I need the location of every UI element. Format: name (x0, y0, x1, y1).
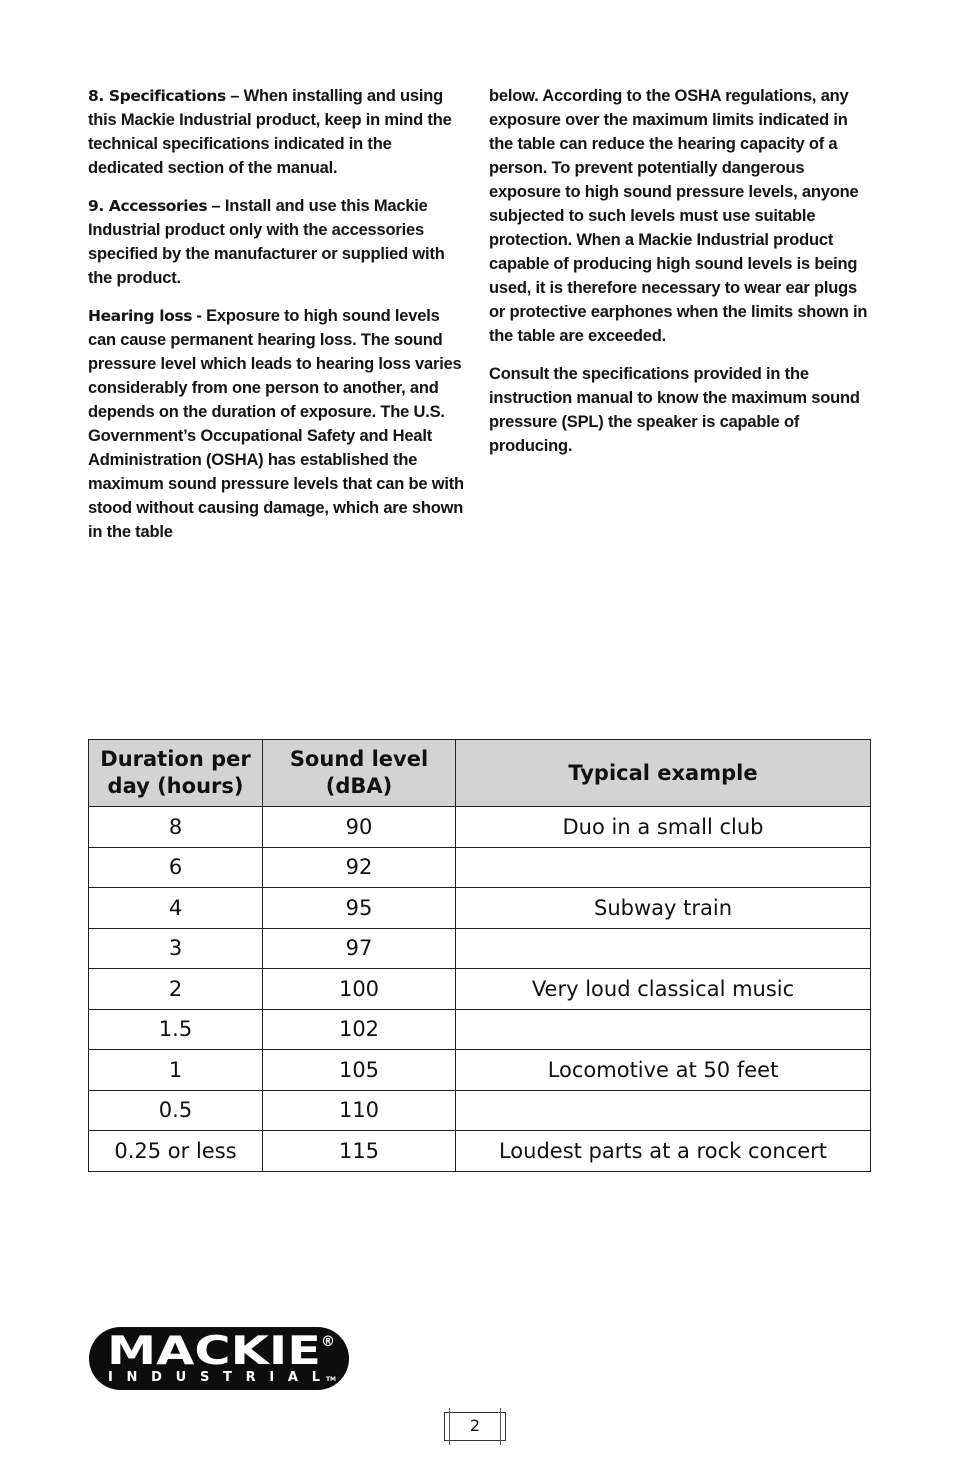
specifications-heading: 8. Specifications (88, 87, 226, 105)
table-row (89, 1050, 871, 1091)
specifications-paragraph (88, 84, 468, 180)
duration-cell: 1.5 (89, 1009, 263, 1050)
table-row (89, 969, 871, 1010)
table-row (89, 1131, 871, 1172)
accessories-heading: 9. Accessories (88, 197, 208, 215)
sound-level-cell: 105 (263, 1050, 456, 1091)
example-cell (456, 847, 871, 888)
example-cell: Subway train (456, 888, 871, 929)
duration-cell: 8 (89, 807, 263, 848)
mackie-industrial-logo (88, 1326, 350, 1397)
hearing-loss-text: - Exposure to high sound levels can cause permanent hearing loss. The sound pressure level which leads to hearing loss varies considerably from one person to another, and depends on the duration of exposure. The U.S. Government’s Occupational Safety and Healt Administration (OSHA) has established the maximum sound pressure levels that can be with stood without causing damage, which are shown in the table (88, 307, 464, 541)
accessories-paragraph (88, 194, 468, 290)
specifications-text: – When installing and using this Mackie Industrial product, keep in mind the technical specifications indicated in the dedicated section of the manual. (88, 87, 452, 177)
table-row (89, 847, 871, 888)
right-text-column (489, 84, 869, 472)
sound-level-cell: 90 (263, 807, 456, 848)
sound-level-cell: 97 (263, 928, 456, 969)
typical-example-header: Typical example (456, 740, 871, 807)
table-row (89, 1090, 871, 1131)
duration-cell: 3 (89, 928, 263, 969)
trademark-mark: TM (325, 1376, 337, 1383)
duration-cell: 0.5 (89, 1090, 263, 1131)
sound-exposure-table (88, 739, 871, 1172)
sound-level-cell: 95 (263, 888, 456, 929)
hearing-loss-heading: Hearing loss (88, 307, 193, 325)
sound-level-cell: 115 (263, 1131, 456, 1172)
example-cell (456, 928, 871, 969)
duration-cell: 2 (89, 969, 263, 1010)
sound-level-cell: 102 (263, 1009, 456, 1050)
table-row (89, 807, 871, 848)
example-cell (456, 1009, 871, 1050)
sound-level-cell: 100 (263, 969, 456, 1010)
table-row (89, 888, 871, 929)
sound-level-cell: 92 (263, 847, 456, 888)
example-cell: Very loud classical music (456, 969, 871, 1010)
duration-cell: 6 (89, 847, 263, 888)
accessories-text: – Install and use this Mackie Industrial product only with the accessories specified by the manufacturer or supplied with the product. (88, 197, 445, 287)
logo-main-text: MACKIE (107, 1329, 321, 1374)
logo-graphic (88, 1326, 350, 1392)
table-row (89, 1009, 871, 1050)
table-row (89, 928, 871, 969)
example-cell (456, 1090, 871, 1131)
duration-cell: 0.25 or less (89, 1131, 263, 1172)
consult-paragraph: Consult the specifications provided in the instruction manual to know the maximum sound pressure (SPL) the speaker is capable of producing. (489, 365, 860, 455)
left-text-column (88, 84, 468, 558)
hearing-loss-paragraph (88, 304, 468, 544)
duration-cell: 1 (89, 1050, 263, 1091)
osha-paragraph: below. According to the OSHA regulations, any exposure over the maximum limits indicated in the table can reduce the hearing capacity of a person. To prevent potentially dangerous exposure to high sound pressure levels, anyone subjected to such levels must use suitable protection. When a Mackie Industrial product capable of producing high sound levels is being used, it is therefore necessary to wear ear plugs or protective earphones when the limits shown in the table are exceeded. (489, 87, 868, 345)
duration-cell: 4 (89, 888, 263, 929)
example-cell: Loudest parts at a rock concert (456, 1131, 871, 1172)
example-cell: Duo in a small club (456, 807, 871, 848)
sound-level-header: Sound level (dBA) (263, 740, 456, 807)
logo-sub-text: INDUSTRIAL (108, 1370, 320, 1385)
table-header-row (89, 740, 871, 807)
page-number: 2 (444, 1412, 506, 1441)
sound-level-cell: 110 (263, 1090, 456, 1131)
example-cell: Locomotive at 50 feet (456, 1050, 871, 1091)
registered-mark: ® (321, 1334, 335, 1350)
duration-header: Duration per day (hours) (89, 740, 263, 807)
